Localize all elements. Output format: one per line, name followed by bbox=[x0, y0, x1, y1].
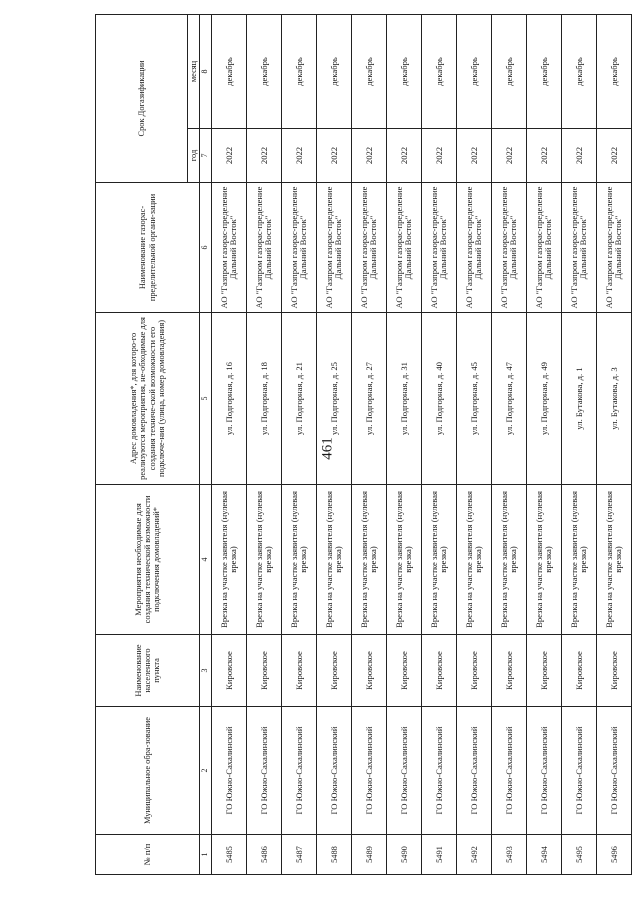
index-cell: 4 bbox=[200, 485, 212, 635]
page-number: 461 bbox=[319, 437, 336, 460]
header-municipality: Муниципальное обра-зование bbox=[96, 707, 200, 835]
events-cell: Врезка на участке заявителя (нулевая врезка) bbox=[352, 485, 387, 635]
year-cell: 2022 bbox=[212, 129, 247, 183]
municipality-cell: ГО Южно-Сахалинский bbox=[492, 707, 527, 835]
row-number: 5491 bbox=[422, 835, 457, 875]
settlement-cell: Кировское bbox=[352, 635, 387, 707]
table-row bbox=[527, 14, 562, 874]
address-cell: ул. Подгорная, д. 21 bbox=[282, 313, 317, 485]
settlement-cell: Кировское bbox=[282, 635, 317, 707]
month-cell: декабрь bbox=[282, 14, 317, 128]
org-cell: АО "Газпром газорас-пределение Дальний Восток" bbox=[247, 183, 282, 313]
municipality-cell: ГО Южно-Сахалинский bbox=[562, 707, 597, 835]
year-cell: 2022 bbox=[457, 129, 492, 183]
row-number: 5492 bbox=[457, 835, 492, 875]
address-cell: ул. Подгорная, д. 16 bbox=[212, 313, 247, 485]
settlement-cell: Кировское bbox=[527, 635, 562, 707]
row-number: 5488 bbox=[317, 835, 352, 875]
year-cell: 2022 bbox=[387, 129, 422, 183]
index-cell: 2 bbox=[200, 707, 212, 835]
table-row bbox=[422, 14, 457, 874]
settlement-cell: Кировское bbox=[492, 635, 527, 707]
year-cell: 2022 bbox=[527, 129, 562, 183]
address-cell: ул. Подгорная, д. 40 bbox=[422, 313, 457, 485]
settlement-cell: Кировское bbox=[457, 635, 492, 707]
month-cell: декабрь bbox=[457, 14, 492, 128]
table-row bbox=[352, 14, 387, 874]
row-number: 5485 bbox=[212, 835, 247, 875]
address-cell: ул. Подгорная, д. 25 bbox=[317, 313, 352, 485]
row-number: 5494 bbox=[527, 835, 562, 875]
municipality-cell: ГО Южно-Сахалинский bbox=[212, 707, 247, 835]
month-cell: декабрь bbox=[352, 14, 387, 128]
month-cell: декабрь bbox=[387, 14, 422, 128]
row-number: 5490 bbox=[387, 835, 422, 875]
rotated-table-container bbox=[95, 15, 624, 875]
row-number: 5496 bbox=[597, 835, 632, 875]
header-org: Наименование газорас-пределительной органи-зации bbox=[96, 183, 200, 313]
org-cell: АО "Газпром газорас-пределение Дальний Восток" bbox=[527, 183, 562, 313]
index-cell: 6 bbox=[200, 183, 212, 313]
events-cell: Врезка на участке заявителя (нулевая врезка) bbox=[212, 485, 247, 635]
year-cell: 2022 bbox=[492, 129, 527, 183]
address-cell: ул. Бутакова, д. 1 bbox=[562, 313, 597, 485]
address-cell: ул. Подгорная, д. 18 bbox=[247, 313, 282, 485]
table-row bbox=[597, 14, 632, 874]
events-cell: Врезка на участке заявителя (нулевая врезка) bbox=[387, 485, 422, 635]
header-no: № п/п bbox=[96, 835, 200, 875]
events-cell: Врезка на участке заявителя (нулевая врезка) bbox=[492, 485, 527, 635]
municipality-cell: ГО Южно-Сахалинский bbox=[527, 707, 562, 835]
address-cell: ул. Подгорная, д. 31 bbox=[387, 313, 422, 485]
settlement-cell: Кировское bbox=[387, 635, 422, 707]
municipality-cell: ГО Южно-Сахалинский bbox=[352, 707, 387, 835]
org-cell: АО "Газпром газорас-пределение Дальний Восток" bbox=[422, 183, 457, 313]
year-cell: 2022 bbox=[562, 129, 597, 183]
address-cell: ул. Подгорная, д. 49 bbox=[527, 313, 562, 485]
year-cell: 2022 bbox=[282, 129, 317, 183]
row-number: 5487 bbox=[282, 835, 317, 875]
events-cell: Врезка на участке заявителя (нулевая врезка) bbox=[317, 485, 352, 635]
month-cell: декабрь bbox=[247, 14, 282, 128]
settlement-cell: Кировское bbox=[247, 635, 282, 707]
municipality-cell: ГО Южно-Сахалинский bbox=[247, 707, 282, 835]
header-term: Срок Догазификации bbox=[96, 14, 188, 182]
row-number: 5489 bbox=[352, 835, 387, 875]
events-cell: Врезка на участке заявителя (нулевая врезка) bbox=[527, 485, 562, 635]
org-cell: АО "Газпром газорас-пределение Дальний Восток" bbox=[282, 183, 317, 313]
table-row bbox=[457, 14, 492, 874]
events-cell: Врезка на участке заявителя (нулевая врезка) bbox=[282, 485, 317, 635]
table-row bbox=[492, 14, 527, 874]
address-cell: ул. Подгорная, д. 45 bbox=[457, 313, 492, 485]
index-cell: 7 bbox=[200, 129, 212, 183]
municipality-cell: ГО Южно-Сахалинский bbox=[387, 707, 422, 835]
events-cell: Врезка на участке заявителя (нулевая врезка) bbox=[247, 485, 282, 635]
org-cell: АО "Газпром газорас-пределение Дальний Восток" bbox=[492, 183, 527, 313]
month-cell: декабрь bbox=[212, 14, 247, 128]
index-cell: 8 bbox=[200, 14, 212, 128]
index-cell: 3 bbox=[200, 635, 212, 707]
settlement-cell: Кировское bbox=[562, 635, 597, 707]
header-month: месяц bbox=[188, 14, 200, 128]
year-cell: 2022 bbox=[422, 129, 457, 183]
month-cell: декабрь bbox=[562, 14, 597, 128]
municipality-cell: ГО Южно-Сахалинский bbox=[597, 707, 632, 835]
settlement-cell: Кировское bbox=[317, 635, 352, 707]
index-cell: 1 bbox=[200, 835, 212, 875]
index-cell: 5 bbox=[200, 313, 212, 485]
settlement-cell: Кировское bbox=[422, 635, 457, 707]
month-cell: декабрь bbox=[527, 14, 562, 128]
address-cell: ул. Подгорная, д. 27 bbox=[352, 313, 387, 485]
org-cell: АО "Газпром газорас-пределение Дальний Восток" bbox=[457, 183, 492, 313]
org-cell: АО "Газпром газорас-пределение Дальний Восток" bbox=[562, 183, 597, 313]
row-number: 5486 bbox=[247, 835, 282, 875]
org-cell: АО "Газпром газорас-пределение Дальний Восток" bbox=[352, 183, 387, 313]
header-events: Мероприятия необходимые для создания технической возможности подключения домовладений* bbox=[96, 485, 200, 635]
municipality-cell: ГО Южно-Сахалинский bbox=[422, 707, 457, 835]
month-cell: декабрь bbox=[597, 14, 632, 128]
events-cell: Врезка на участке заявителя (нулевая врезка) bbox=[457, 485, 492, 635]
settlement-cell: Кировское bbox=[212, 635, 247, 707]
row-number: 5493 bbox=[492, 835, 527, 875]
municipality-cell: ГО Южно-Сахалинский bbox=[457, 707, 492, 835]
row-number: 5495 bbox=[562, 835, 597, 875]
address-cell: ул. Бутакова, д. 3 bbox=[597, 313, 632, 485]
municipality-cell: ГО Южно-Сахалинский bbox=[317, 707, 352, 835]
events-cell: Врезка на участке заявителя (нулевая врезка) bbox=[562, 485, 597, 635]
settlement-cell: Кировское bbox=[597, 635, 632, 707]
table-row bbox=[247, 14, 282, 874]
year-cell: 2022 bbox=[317, 129, 352, 183]
address-cell: ул. Подгорная, д. 47 bbox=[492, 313, 527, 485]
month-cell: декабрь bbox=[317, 14, 352, 128]
year-cell: 2022 bbox=[247, 129, 282, 183]
events-cell: Врезка на участке заявителя (нулевая врезка) bbox=[422, 485, 457, 635]
header-settlement: Наименование населенного пункта bbox=[96, 635, 200, 707]
month-cell: декабрь bbox=[422, 14, 457, 128]
org-cell: АО "Газпром газорас-пределение Дальний Восток" bbox=[212, 183, 247, 313]
year-cell: 2022 bbox=[352, 129, 387, 183]
org-cell: АО "Газпром газорас-пределение Дальний Восток" bbox=[387, 183, 422, 313]
table-row bbox=[282, 14, 317, 874]
org-cell: АО "Газпром газорас-пределение Дальний Восток" bbox=[597, 183, 632, 313]
table-row bbox=[212, 14, 247, 874]
table-row bbox=[387, 14, 422, 874]
table-row bbox=[562, 14, 597, 874]
header-year: год bbox=[188, 129, 200, 183]
org-cell: АО "Газпром газорас-пределение Дальний Восток" bbox=[317, 183, 352, 313]
table-row bbox=[317, 14, 352, 874]
month-cell: декабрь bbox=[492, 14, 527, 128]
events-cell: Врезка на участке заявителя (нулевая врезка) bbox=[597, 485, 632, 635]
municipality-cell: ГО Южно-Сахалинский bbox=[282, 707, 317, 835]
year-cell: 2022 bbox=[597, 129, 632, 183]
header-address: Адрес домовладения*, для которо-го реализуются мероприятия, не-обходимые для создания техниче-ской возможности его подключе-ния (улица, номер домовладения) bbox=[96, 313, 200, 485]
gasification-table bbox=[95, 14, 632, 875]
